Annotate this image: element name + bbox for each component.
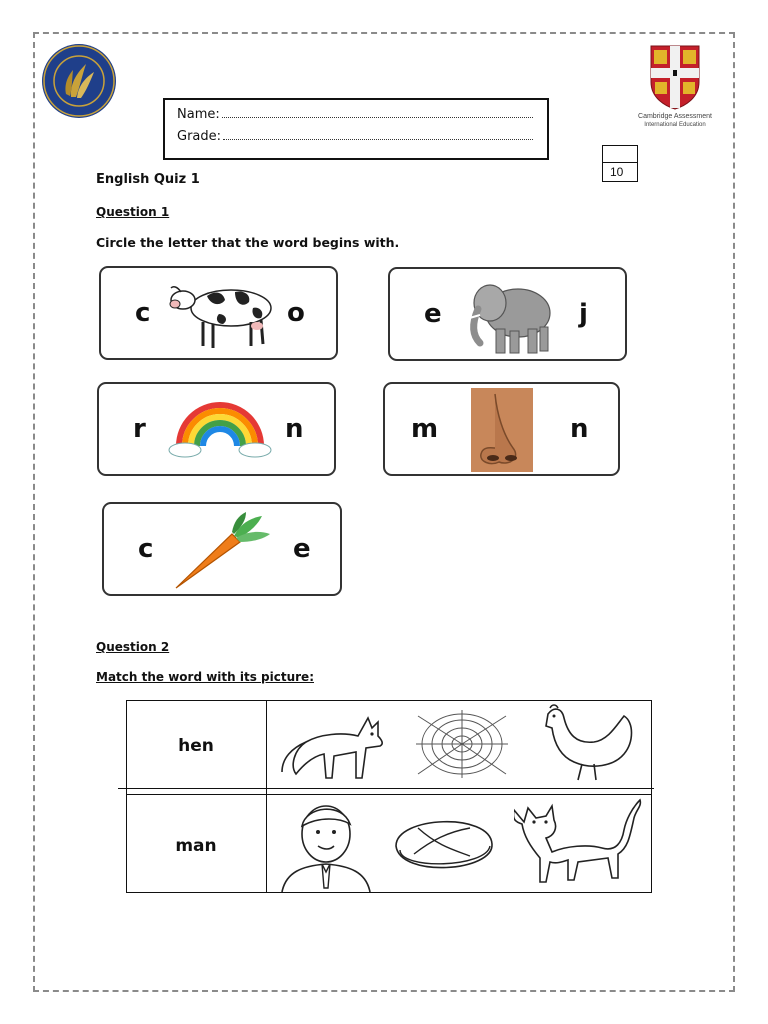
score-entry[interactable] [603,146,637,163]
question1-heading: Question 1 [96,205,170,219]
letter-option[interactable]: c [135,298,151,328]
letter-option[interactable]: e [424,299,442,329]
letter-card-rainbow [97,382,336,476]
cow-picture [169,278,281,350]
elephant-picture [462,275,558,357]
letter-option[interactable]: r [133,414,146,444]
carrot-picture [172,510,276,592]
crest-icon [649,44,701,110]
column-separator [266,700,267,893]
question2-instruction: Match the word with its picture: [96,670,314,684]
letter-option[interactable]: o [287,298,305,328]
grade-field[interactable] [223,128,533,140]
score-box [602,145,638,182]
letter-card-nose [383,382,620,476]
letter-option[interactable]: j [579,299,588,329]
match-word[interactable]: man [175,836,217,856]
privilege-seal-logo [40,42,118,120]
hen-picture[interactable] [538,704,638,784]
grade-label: Grade: [177,129,222,144]
man-picture[interactable] [278,800,376,892]
letter-option[interactable]: n [570,414,589,444]
letter-card-elephant [388,267,627,361]
nose-picture [471,388,533,472]
row-separator [118,788,654,789]
spider-web-picture[interactable] [414,708,510,780]
score-total: 10 [610,165,624,179]
cambridge-logo [632,44,718,132]
name-field[interactable] [222,106,533,118]
fox-picture[interactable] [276,708,388,780]
letter-card-cow [99,266,338,360]
bun-picture[interactable] [388,806,498,886]
student-info-box [163,98,549,160]
name-label: Name: [177,107,220,122]
letter-card-carrot [102,502,342,596]
quiz-title: English Quiz 1 [96,172,200,187]
rainbow-picture [167,398,273,460]
letter-option[interactable]: m [411,414,439,444]
letter-option[interactable]: e [293,534,311,564]
letter-option[interactable]: c [138,534,154,564]
row-separator [126,794,652,795]
question2-heading: Question 2 [96,640,170,654]
cambridge-name: Cambridge Assessment [638,113,712,120]
cat-picture[interactable] [514,798,644,890]
cambridge-subtitle: International Education [644,122,706,128]
letter-option[interactable]: n [285,414,304,444]
match-word[interactable]: hen [178,736,214,756]
question1-instruction: Circle the letter that the word begins with. [96,235,400,250]
